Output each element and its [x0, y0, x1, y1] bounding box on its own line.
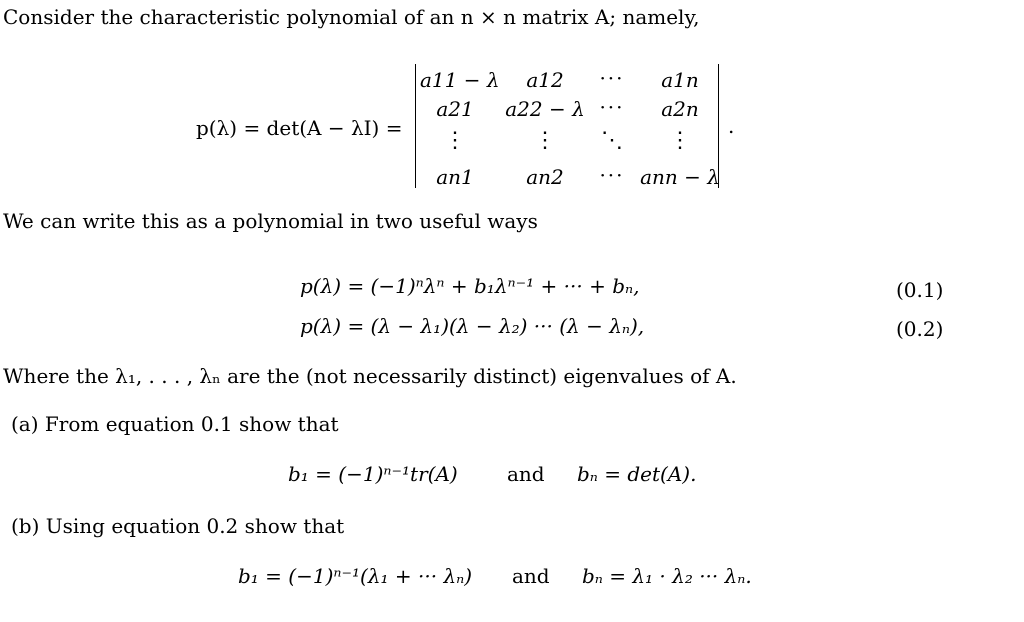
part-b-label: (b) Using equation 0.2 show that — [11, 514, 345, 538]
part-a-right-formula: bₙ = det(A). — [577, 462, 697, 486]
equation-0-1: p(λ) = (−1)ⁿλⁿ + b₁λⁿ⁻¹ + ··· + bₙ, — [300, 274, 640, 298]
determinant-lhs: p(λ) = det(A − λI) = — [196, 116, 403, 140]
matrix-cell-r1c3: ··· — [599, 66, 625, 90]
eigenvalues-sentence: Where the λ₁, . . . , λₙ are the (not necessarily distinct) eigenvalues of A. — [3, 364, 737, 388]
part-b-right-formula: bₙ = λ₁ · λ₂ ··· λₙ. — [582, 564, 752, 588]
equation-0-2: p(λ) = (λ − λ₁)(λ − λ₂) ··· (λ − λₙ), — [300, 314, 645, 338]
equation-number-0-2: (0.2) — [896, 317, 944, 341]
matrix-cell-r2c1: a21 — [436, 97, 474, 121]
matrix-cell-r1c2: a12 — [526, 68, 564, 92]
matrix-cell-r2c2: a22 − λ — [505, 97, 585, 121]
matrix-cell-r3c3: ⋱ — [601, 128, 623, 153]
determinant-left-bar — [415, 64, 416, 188]
matrix-cell-r1c1: a11 − λ — [420, 68, 500, 92]
part-b-and: and — [512, 564, 550, 588]
matrix-cell-r2c4: a2n — [661, 97, 699, 121]
part-a-and: and — [507, 462, 545, 486]
matrix-cell-r3c2: ⋮ — [534, 128, 556, 153]
matrix-cell-r3c4: ⋮ — [669, 128, 691, 153]
matrix-cell-r4c2: an2 — [526, 165, 564, 189]
matrix-cell-r4c1: an1 — [436, 165, 474, 189]
part-a-left-formula: b₁ = (−1)ⁿ⁻¹tr(A) — [288, 462, 458, 486]
matrix-cell-r1c4: a1n — [661, 68, 699, 92]
equation-number-0-1: (0.1) — [896, 278, 944, 302]
matrix-cell-r4c3: ··· — [599, 163, 625, 187]
part-b-left-formula: b₁ = (−1)ⁿ⁻¹(λ₁ + ··· λₙ) — [238, 564, 473, 588]
matrix-cell-r4c4: ann − λ — [640, 165, 720, 189]
part-a-label: (a) From equation 0.1 show that — [11, 412, 339, 436]
matrix-cell-r2c3: ··· — [599, 95, 625, 119]
intro-text: Consider the characteristic polynomial of an n × n matrix A; namely, — [3, 5, 700, 29]
determinant-period: . — [728, 114, 735, 138]
useful-ways-text: We can write this as a polynomial in two useful ways — [3, 209, 538, 233]
matrix-cell-r3c1: ⋮ — [444, 128, 466, 153]
